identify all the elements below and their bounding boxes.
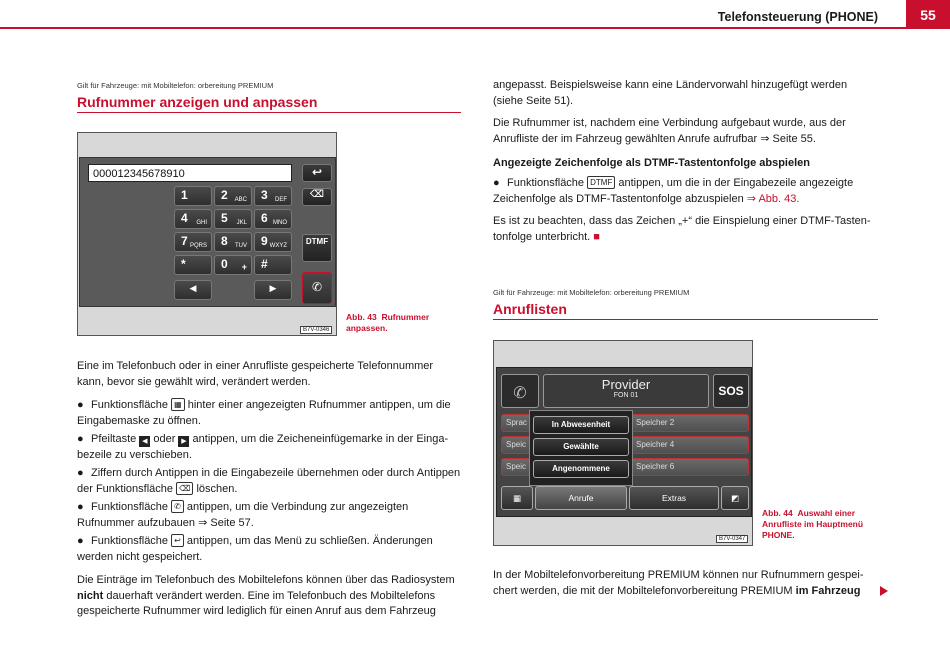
section-title: Anruflisten — [493, 301, 878, 320]
handset-icon: ✆ — [171, 500, 184, 513]
provider-display — [543, 374, 709, 408]
caption-number: Abb. 44 — [762, 508, 793, 518]
end-marker: ■ — [593, 230, 600, 243]
bullet-text: antippen, um das Menü zu schließen. Änderungen werden nicht gespeichert. — [77, 535, 433, 563]
key-letters: + — [241, 262, 247, 272]
bullet-text: Pfeiltaste — [91, 433, 137, 445]
arrow-right-icon: ▶ — [269, 283, 277, 293]
bullet-text: löschen. — [196, 482, 238, 495]
figure-44 — [493, 340, 753, 546]
compose-button[interactable] — [721, 486, 749, 510]
key-letters: PQRS — [189, 243, 207, 249]
keypad-button[interactable] — [501, 486, 533, 510]
key-digit: 5 — [221, 211, 228, 225]
key-digit: 2 — [221, 188, 228, 202]
bullet-item: ● Pfeiltaste ◀ oder ▶ antippen, um die Zeicheneinfügemarke in der Einga-bezeile zu verschieben. — [77, 433, 449, 461]
dtmf-label: DTMF — [305, 237, 329, 246]
handset-icon: ✆ — [513, 385, 527, 402]
figure-code: B7V-0346 — [300, 326, 332, 334]
key-hash[interactable] — [254, 255, 292, 275]
page-ref[interactable]: Seite 55. — [772, 132, 816, 145]
para-bold: im Fahrzeug — [795, 584, 861, 597]
keypad-icon: ▦ — [512, 493, 522, 503]
figure-caption — [346, 312, 456, 334]
key-letters: JKL — [236, 220, 247, 226]
header-rule — [0, 27, 950, 29]
caption-text: Auswahl einer Anrufliste im Hauptmenü PHONE. — [762, 508, 864, 540]
arrow-left-icon: ◀ — [189, 283, 197, 293]
back-icon: ↩ — [171, 534, 184, 547]
menu-item-dialed[interactable]: Gewählte — [533, 438, 629, 456]
key-4[interactable] — [174, 209, 212, 229]
para-text: dauerhaft verändert werden. Eine im Telefonbuch des Mobiltelefons gespeicherte Rufnummer wird lediglich für einen Anruf aus dem Fahrzeug — [77, 589, 436, 617]
bullet-text: antippen, um die in der Eingabezeile angezeigte Zeichenfolge als DTMF-Tastentonfolge abzuspielen — [493, 177, 854, 205]
dtmf-button-ref: DTMF — [587, 176, 615, 189]
memory-row[interactable]: Speicher 4 — [631, 436, 749, 454]
key-9[interactable] — [254, 232, 292, 252]
bullet-text: Ziffern durch Antippen in die Eingabezeile übernehmen oder durch Antippen der Funktionsfläche — [77, 467, 461, 495]
dtmf-heading: Angezeigte Zeichenfolge als DTMF-Tastentonfolge abspielen — [493, 157, 810, 169]
back-icon: ↩ — [311, 165, 323, 179]
bullet-text: Funktionsfläche — [91, 399, 169, 411]
delete-button[interactable] — [302, 188, 332, 206]
section-title: Rufnummer anzeigen und anpassen — [77, 94, 461, 113]
keypad-screen — [79, 157, 336, 307]
continued-paragraph: angepasst. Beispielsweise kann eine Ländervorwahl hinzugefügt werden (siehe Seite 51). — [493, 79, 848, 107]
bullet-text: antippen, um die Zeicheneinfügemarke in der Einga-bezeile zu verschieben. — [77, 433, 449, 461]
bullet-text: hinter einer angezeigten Rufnummer antippen, um die Eingabemaske zu öffnen. — [77, 399, 451, 427]
number-input-field[interactable]: 000012345678910 — [88, 164, 292, 182]
cursor-left-button[interactable] — [174, 280, 212, 300]
key-letters: ABC — [234, 197, 247, 203]
backspace-icon: ⌫ — [309, 189, 325, 200]
bullet-item: ● Ziffern durch Antippen in die Eingabezeile übernehmen oder durch Antippen der Funktionsfläche ⌫ löschen. — [77, 467, 461, 495]
key-letters: GHI — [196, 220, 207, 226]
key-0[interactable] — [214, 255, 252, 275]
menu-item-received[interactable]: Angenommene — [533, 460, 629, 478]
back-button[interactable] — [302, 164, 332, 182]
key-digit: # — [261, 257, 268, 271]
key-3[interactable] — [254, 186, 292, 206]
bullet-item: ● Funktionsfläche ↩ antippen, um das Menü zu schließen. Änderungen werden nicht gespeichert. — [77, 535, 433, 563]
extras-tab[interactable]: Extras — [629, 486, 719, 510]
memory-row[interactable]: Sprac — [501, 414, 531, 432]
sos-button[interactable]: SOS — [713, 374, 749, 408]
menu-item-missed[interactable]: In Abwesenheit — [533, 416, 629, 434]
memory-row[interactable]: Speicher 6 — [631, 458, 749, 476]
provider-name: Provider — [601, 377, 651, 392]
calllist-paragraph: Die Rufnummer ist, nachdem eine Verbindung aufgebaut wurde, aus der Anrufliste der im Fahrzeug gewählten Anrufe aufrufbar ⇒ Seite 55. — [493, 117, 846, 145]
key-6[interactable] — [254, 209, 292, 229]
validity-note: Gilt für Fahrzeuge: mit Mobiltelefon: orbereitung PREMIUM — [77, 81, 274, 90]
figure-caption — [762, 508, 877, 541]
arrow-left-icon: ◀ — [139, 436, 150, 447]
keypad-icon: ▦ — [171, 398, 185, 411]
call-button[interactable] — [302, 272, 332, 304]
figure-ref[interactable]: Abb. 43. — [758, 192, 800, 205]
memory-row[interactable]: Speicher 2 — [631, 414, 749, 432]
key-letters: DEF — [275, 197, 287, 203]
caption-number: Abb. 43 — [346, 312, 377, 322]
key-digit: 6 — [261, 211, 268, 225]
key-digit: * — [181, 257, 186, 271]
key-7[interactable] — [174, 232, 212, 252]
cursor-right-button[interactable] — [254, 280, 292, 300]
page-number: 55 — [906, 0, 950, 29]
phone-menu-screen — [496, 367, 752, 517]
bullet-item: ● Funktionsfläche ✆ antippen, um die Verbindung zur angezeigten Rufnummer aufzubauen ⇒ Seite 57. — [77, 501, 409, 529]
dtmf-button[interactable] — [302, 234, 332, 262]
key-star[interactable] — [174, 255, 212, 275]
bullet-text: Funktionsfläche — [91, 501, 169, 513]
bullet-text: Funktionsfläche — [507, 177, 585, 189]
key-digit: 7 — [181, 234, 188, 248]
bullet-text: oder — [153, 433, 176, 445]
calls-tab[interactable]: Anrufe — [535, 486, 627, 510]
para-text: Es ist zu beachten, dass das Zeichen „+“ die Einspielung einer DTMF-Tasten-tonfolge unterbricht. — [493, 215, 871, 243]
memory-row[interactable]: Speic — [501, 458, 531, 476]
phone-status-button[interactable] — [501, 374, 539, 408]
bullet-item: ● Funktionsfläche ▦ hinter einer angezeigten Rufnummer antippen, um die Eingabemaske zu öffnen. — [77, 399, 451, 427]
handset-icon: ✆ — [311, 280, 323, 294]
para-text: Die Rufnummer ist, nachdem eine Verbindung aufgebaut wurde, aus der Anrufliste der im Fahrzeug gewählten Anrufe aufrufbar — [493, 117, 846, 145]
para-text: In der Mobiltelefonvorbereitung PREMIUM können nur Rufnummern gespei-chert werden, die mit der Mobiltelefonvorbereitung PREMIUM — [493, 569, 864, 597]
key-digit: 9 — [261, 234, 268, 248]
key-letters: WXYZ — [269, 243, 287, 249]
continue-arrow-icon — [880, 586, 888, 596]
key-1[interactable] — [174, 186, 212, 206]
para-bold: nicht — [77, 589, 104, 602]
para-text: Die Einträge im Telefonbuch des Mobiltelefons können über das Radiosystem — [77, 574, 455, 586]
final-paragraph — [493, 568, 878, 599]
figure-code: B7V-0347 — [716, 535, 748, 543]
closing-paragraph — [77, 573, 461, 620]
fon-label: FON 01 — [613, 392, 639, 399]
key-letters: MNO — [273, 220, 287, 226]
caption-text: Rufnummer anpassen. — [346, 312, 430, 333]
page-ref[interactable]: Seite 57. — [210, 516, 254, 529]
bullet-text: antippen, um die Verbindung zur angezeigten Rufnummer aufzubauen — [77, 501, 409, 529]
memory-row[interactable]: Speic — [501, 436, 531, 454]
key-5[interactable] — [214, 209, 252, 229]
key-2[interactable] — [214, 186, 252, 206]
intro-paragraph: Eine im Telefonbuch oder in einer Anrufliste gespeicherte Telefonnummer kann, bevor sie gewählt wird, verändert werden. — [77, 360, 434, 388]
validity-note: Gilt für Fahrzeuge: mit Mobiltelefon: orbereitung PREMIUM — [493, 288, 690, 297]
key-digit: 4 — [181, 211, 188, 225]
bullet-text: Funktionsfläche — [91, 535, 169, 547]
key-digit: 0 — [221, 257, 228, 271]
running-header: Telefonsteuerung (PHONE) — [717, 10, 878, 24]
dtmf-note — [493, 214, 878, 245]
bullet-item: ● Funktionsfläche DTMF antippen, um die in der Eingabezeile angezeigte Zeichenfolge als DTMF-Tastentonfolge abzuspielen ⇒ Abb. 43. — [493, 177, 854, 205]
key-digit: 1 — [181, 188, 188, 202]
key-digit: 8 — [221, 234, 228, 248]
figure-43 — [77, 132, 337, 336]
backspace-icon: ⌫ — [176, 482, 193, 495]
key-8[interactable] — [214, 232, 252, 252]
edit-icon: ◩ — [730, 493, 740, 503]
key-digit: 3 — [261, 188, 268, 202]
arrow-right-icon: ▶ — [178, 436, 189, 447]
key-letters: TUV — [235, 243, 247, 249]
